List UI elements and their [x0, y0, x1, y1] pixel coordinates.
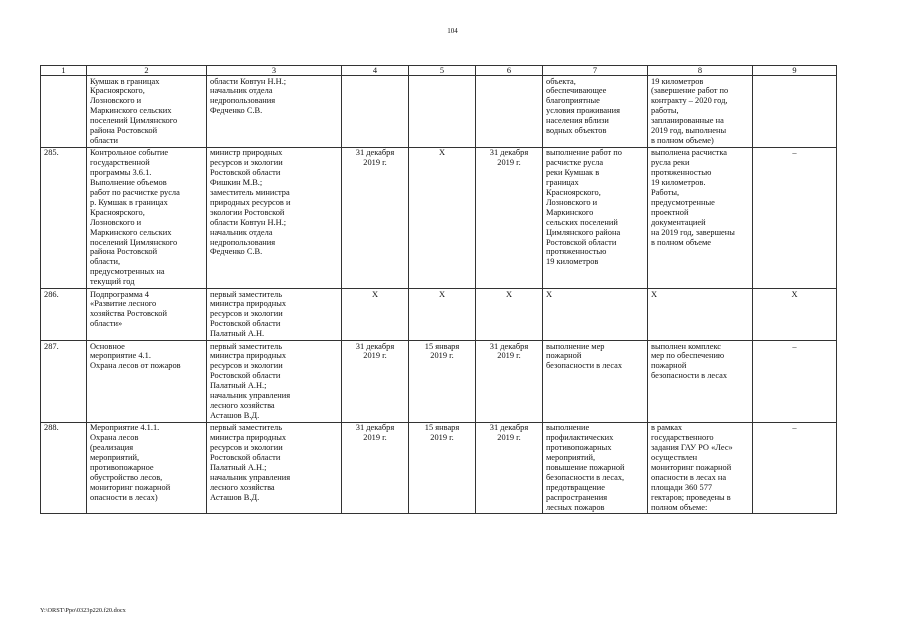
actual-result-cell: Х	[648, 289, 753, 341]
responsible-cell: первый заместитель министра природных ресурсов и экологии Ростовской области Палатный А.Н.; начальник управления лесного хозяйства Асташов В.Д.	[207, 341, 342, 423]
row-number-cell: 285.	[41, 147, 87, 288]
table-row	[41, 76, 837, 148]
event-name-cell: Кумшак в границах Красноярского, Лозновского и Маркинского сельских поселений Цимлянского района Ростовской области	[87, 76, 207, 148]
column-header: 4	[342, 66, 409, 76]
table-row	[41, 422, 837, 514]
start-date-cell	[409, 76, 476, 148]
table-row	[41, 147, 837, 288]
actual-date-cell: Х	[476, 289, 543, 341]
actual-date-cell: 31 декабря 2019 г.	[476, 422, 543, 514]
planned-date-cell: 31 декабря 2019 г.	[342, 341, 409, 423]
column-header: 8	[648, 66, 753, 76]
event-name-cell: Подпрограмма 4 «Развитие лесного хозяйства Ростовской области»	[87, 289, 207, 341]
actual-date-cell: 31 декабря 2019 г.	[476, 147, 543, 288]
expected-result-cell: Х	[543, 289, 648, 341]
page-number: 104	[447, 27, 458, 35]
start-date-cell: Х	[409, 147, 476, 288]
start-date-cell: Х	[409, 289, 476, 341]
reason-cell: –	[753, 341, 837, 423]
start-date-cell: 15 января 2019 г.	[409, 422, 476, 514]
planned-date-cell: 31 декабря 2019 г.	[342, 422, 409, 514]
reason-cell	[753, 76, 837, 148]
column-header: 6	[476, 66, 543, 76]
header-row	[41, 66, 837, 76]
planned-date-cell: Х	[342, 289, 409, 341]
event-name-cell: Мероприятие 4.1.1. Охрана лесов (реализация мероприятий, противопожарное обустройство лесов, мониторинг пожарной опасности в лесах)	[87, 422, 207, 514]
responsible-cell: первый заместитель министра природных ресурсов и экологии Ростовской области Палатный А.Н.	[207, 289, 342, 341]
actual-date-cell	[476, 76, 543, 148]
event-name-cell: Контрольное событие государственной программы 3.6.1. Выполнение объемов работ по расчистке русла р. Кумшак в границах Красноярского, Лозновского и Маркинского сельских поселений Цимлянского района Ростовской области, предусмотренных на текущий год	[87, 147, 207, 288]
row-number-cell: 288.	[41, 422, 87, 514]
responsible-cell: министр природных ресурсов и экологии Ростовской области Фишкин М.В.; заместитель министра природных ресурсов и экологии Ростовской области Ковтун Н.Н.; начальник отдела недропользования Федченко С.В.	[207, 147, 342, 288]
planned-date-cell: 31 декабря 2019 г.	[342, 147, 409, 288]
row-number-cell: 286.	[41, 289, 87, 341]
file-path-footer: Y:\ORST\Ppo\0323p220.f20.docx	[40, 607, 126, 614]
expected-result-cell: объекта, обеспечивающее благоприятные условия проживания населения вблизи водных объектов	[543, 76, 648, 148]
expected-result-cell: выполнение мер пожарной безопасности в лесах	[543, 341, 648, 423]
column-header: 9	[753, 66, 837, 76]
reason-cell: –	[753, 147, 837, 288]
column-header: 3	[207, 66, 342, 76]
row-number-cell	[41, 76, 87, 148]
event-name-cell: Основное мероприятие 4.1. Охрана лесов от пожаров	[87, 341, 207, 423]
expected-result-cell: выполнение профилактических противопожарных мероприятий, повышение пожарной безопасности в лесах, предотвращение распространения лесных пожаров	[543, 422, 648, 514]
start-date-cell: 15 января 2019 г.	[409, 341, 476, 423]
actual-result-cell: 19 километров (завершение работ по контракту – 2020 год, работы, запланированные на 2019 год, выполнены в полном объеме)	[648, 76, 753, 148]
actual-date-cell: 31 декабря 2019 г.	[476, 341, 543, 423]
column-header: 7	[543, 66, 648, 76]
row-number-cell: 287.	[41, 341, 87, 423]
column-header: 1	[41, 66, 87, 76]
responsible-cell: области Ковтун Н.Н.; начальник отдела недропользования Федченко С.В.	[207, 76, 342, 148]
planned-date-cell	[342, 76, 409, 148]
column-header: 2	[87, 66, 207, 76]
expected-result-cell: выполнение работ по расчистке русла реки Кумшак в границах Красноярского, Лозновского и Маркинского сельских поселений Цимлянского района Ростовской области протяженностью 19 километров	[543, 147, 648, 288]
table-row	[41, 289, 837, 341]
reason-cell: –	[753, 422, 837, 514]
reason-cell: Х	[753, 289, 837, 341]
actual-result-cell: выполнена расчистка русла реки протяженностью 19 километров. Работы, предусмотренные проектной документацией на 2019 год, завершены в полном объеме	[648, 147, 753, 288]
actual-result-cell: в рамках государственного задания ГАУ РО «Лес» осуществлен мониторинг пожарной опасности в лесах на площади 360 577 гектаров; проведены в полном объеме:	[648, 422, 753, 514]
actual-result-cell: выполнен комплекс мер по обеспечению пожарной безопасности в лесах	[648, 341, 753, 423]
report-table	[40, 65, 837, 514]
responsible-cell: первый заместитель министра природных ресурсов и экологии Ростовской области Палатный А.Н.; начальник управления лесного хозяйства Асташов В.Д.	[207, 422, 342, 514]
column-header: 5	[409, 66, 476, 76]
table-row	[41, 341, 837, 423]
